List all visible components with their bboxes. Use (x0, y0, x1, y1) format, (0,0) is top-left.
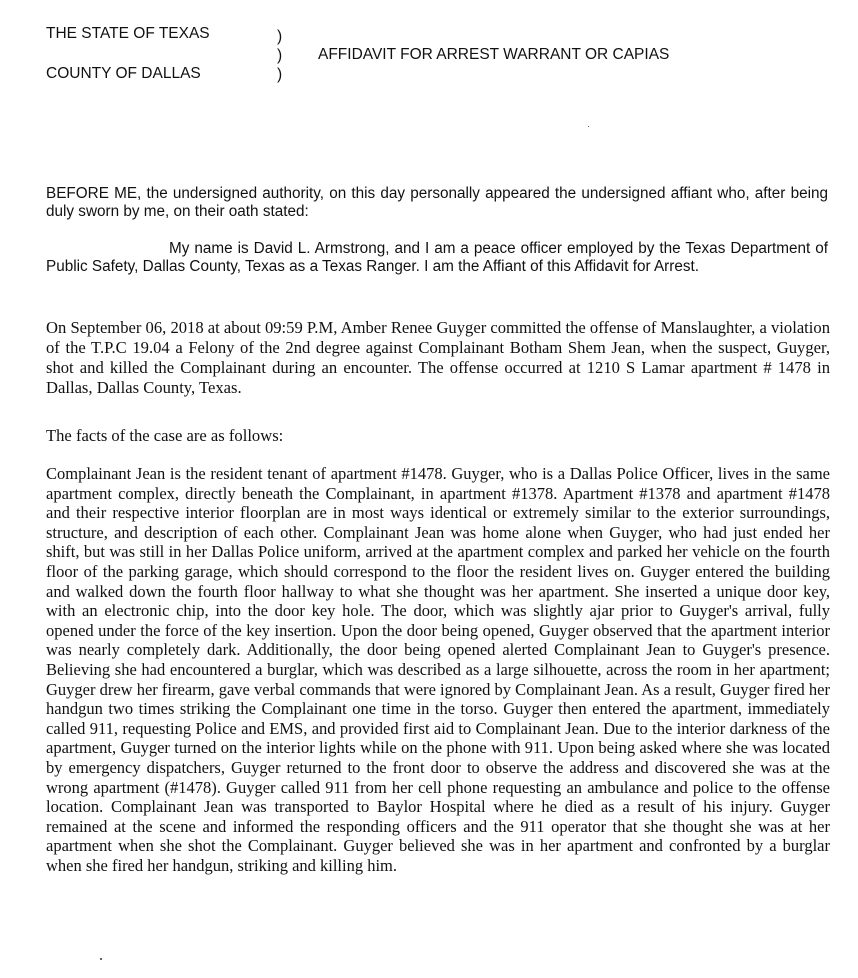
document-title: AFFIDAVIT FOR ARREST WARRANT OR CAPIAS (318, 46, 670, 63)
caption-paren: ) (277, 28, 283, 45)
oath-paragraph: BEFORE ME, the undersigned authority, on this day personally appeared the undersigned affiant who, after being duly sworn by me, on their oath stated: (46, 185, 828, 220)
state-caption: THE STATE OF TEXAS (46, 25, 210, 42)
caption-paren: ) (277, 66, 283, 83)
facts-paragraph: Complainant Jean is the resident tenant of apartment #1478. Guyger, who is a Dallas Police Officer, lives in the same apartment complex, directly beneath the Complainant, in apartment #1378. Apartment #1378 and apartment #1478 and their respective interior floorplan are in most ways identical or extremely similar to the exterior surroundings, structure, and description of each other. Complainant Jean was home alone when Guyger, who had just ended her shift, but was still in her Dallas Police uniform, arrived at the apartment complex and parked her vehicle on the fourth floor of the parking garage, which should correspond to the floor the resident lives on. Guyger entered the building and walked down the fourth floor hallway to what she thought was her apartment. She inserted a unique door key, with an electronic chip, into the door key hole. The door, which was slightly ajar prior to Guyger's arrival, fully opened under the force of the key insertion. Upon the door being opened, Guyger observed that the apartment interior was nearly completely dark. Additionally, the door being opened alerted Complainant Jean to Guyger's presence. Believing she had encountered a burglar, which was described as a large silhouette, across the room in her apartment; Guyger drew her firearm, gave verbal commands that were ignored by Complainant Jean. As a result, Guyger fired her handgun two times striking the Complainant one time in the torso. Guyger then entered the apartment, immediately called 911, requesting Police and EMS, and provided first aid to Complainant Jean. Due to the interior darkness of the apartment, Guyger turned on the interior lights while on the phone with 911. Upon being asked where she was located by emergency dispatchers, Guyger returned to the front door to observe the address and discovered she was at the wrong apartment (#1478). Guyger called 911 from her cell phone requesting an ambulance and police to the offense location. Complainant Jean was transported to Baylor Hospital where he died as a result of his injury. Guyger remained at the scene and informed the responding officers and the 911 operator that she thought she was at her apartment when she shot the Complainant. Guyger believed she was in her apartment and confronted by a burglar when she fired her handgun, striking and killing him. (46, 464, 830, 875)
caption-paren: ) (277, 47, 283, 64)
scan-speck (100, 958, 102, 960)
facts-intro: The facts of the case are as follows: (46, 426, 284, 445)
scan-speck (588, 126, 589, 127)
affiant-paragraph: My name is David L. Armstrong, and I am a peace officer employed by the Texas Department of Public Safety, Dallas County, Texas as a Texas Ranger. I am the Affiant of this Affidavit for Arrest. (46, 240, 828, 275)
offense-paragraph: On September 06, 2018 at about 09:59 P.M, Amber Renee Guyger committed the offense of Manslaughter, a violation of the T.P.C 19.04 a Felony of the 2nd degree against Complainant Botham Shem Jean, when the suspect, Guyger, shot and killed the Complainant during an encounter. The offense occurred at 1210 S Lamar apartment # 1478 in Dallas, Dallas County, Texas. (46, 318, 830, 397)
county-caption: COUNTY OF DALLAS (46, 65, 201, 82)
